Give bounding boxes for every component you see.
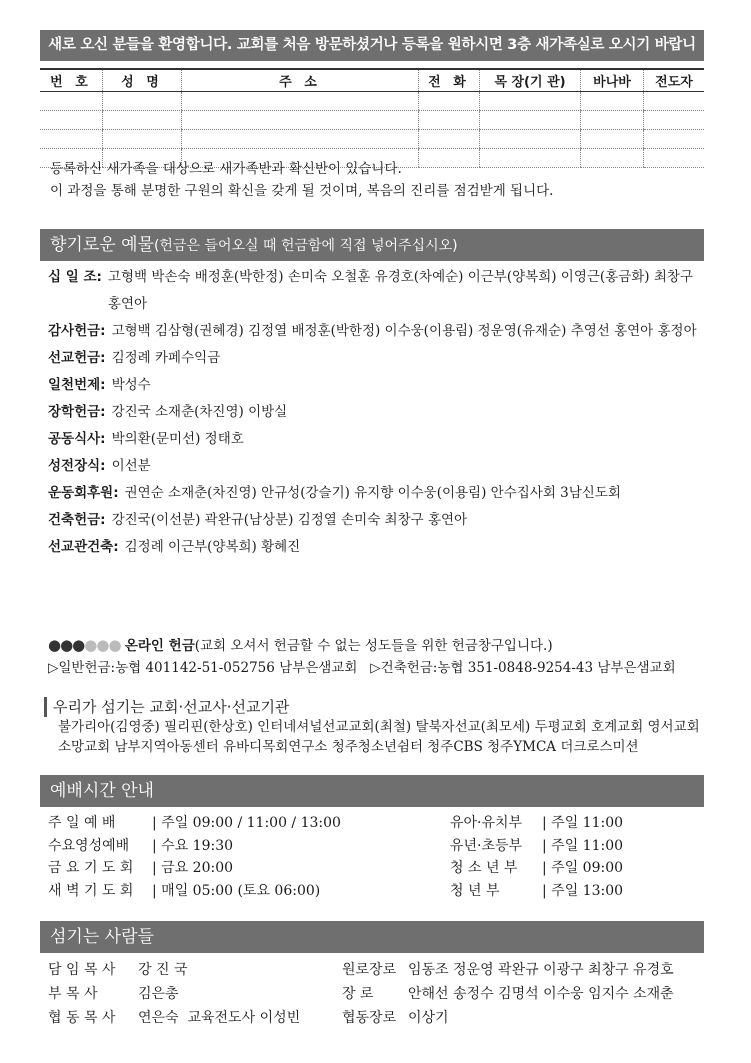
list-item (48, 372, 708, 399)
service-name: 수요영성예배 (48, 837, 130, 854)
schedule-right (450, 812, 623, 902)
offering-names: 박의환(문미선) 정태호 (111, 431, 244, 447)
header-name: 성 명 (103, 69, 182, 92)
service-name: 금 요 기 도 회 (48, 860, 134, 876)
list-item (48, 480, 708, 507)
offering-label: 선교관건축: (48, 539, 119, 555)
header-group: 목 장(기 관) (480, 69, 581, 92)
offering-names: 강진국(이선분) 곽완규(남상분) 김정열 손미숙 최창구 홍연아 (111, 512, 468, 528)
offering-subtitle: (헌금은 들어오실 때 헌금함에 직접 넣어주십시오) (153, 238, 458, 254)
service-name: 주 일 예 배 (48, 815, 116, 831)
offering-label: 일천번제: (48, 377, 106, 393)
list-item (48, 264, 708, 318)
names: 강 진 국 (138, 962, 188, 978)
list-item (48, 453, 708, 480)
building-account: ▷건축헌금:농협 351-0848-9254-43 남부은샘교회 (370, 660, 676, 676)
header-evangelist: 전도자 (644, 69, 705, 92)
names: 이상기 (408, 1010, 449, 1026)
serving-line: 불가리아(김영중) 필리핀(한상호) 인터네셔널선교교회(최철) 탈북자선교(최모세) 두평교회 호계교회 영서교회 (58, 719, 700, 735)
service-name: 청 년 부 (450, 882, 500, 899)
service-time: 주일 09:00 / 11:00 / 13:00 (161, 815, 341, 831)
schedule-header: 예배시간 안내 (40, 775, 704, 807)
role: 협 동 목 사 (48, 1010, 116, 1026)
offering-label: 성전장식: (48, 458, 106, 474)
offering-label: 십 일 조: (48, 269, 102, 285)
role: 부 목 사 (48, 986, 98, 1002)
role: 담 임 목 사 (48, 962, 116, 978)
role: 원로장로 (342, 962, 397, 978)
list-item (48, 426, 708, 453)
registration-notes (50, 158, 553, 202)
service-name: 청 소 년 부 (450, 860, 518, 876)
serving-line: 소망교회 남부지역아동센터 유바디목회연구소 청주청소년쉼터 청주CBS 청주YMCA 더크로스미션 (58, 739, 639, 755)
offering-label: 장학헌금: (48, 404, 106, 420)
offering-header (40, 229, 704, 261)
names: 안해선 송정수 김명석 이수웅 임지수 소재춘 (408, 986, 674, 1002)
list-item (342, 958, 674, 982)
note-line: 등록하신 새가족을 대상으로 새가족반과 확신반이 있습니다. (50, 161, 402, 177)
service-name: 유년·초등부 (450, 837, 523, 854)
role: 협동장로 (342, 1010, 397, 1026)
service-time: 금요 20:00 (161, 860, 234, 876)
registration-table (40, 68, 704, 168)
list-item (48, 534, 708, 561)
people-right (342, 958, 674, 1030)
online-title: 온라인 헌금 (124, 638, 195, 654)
list-item (48, 507, 708, 534)
service-name: 새 벽 기 도 회 (48, 882, 134, 899)
serving-section (44, 697, 700, 757)
service-time: 주일 09:00 (551, 860, 624, 876)
offering-label: 감사헌금: (48, 323, 106, 339)
list-item (48, 318, 708, 345)
list-item (48, 399, 708, 426)
offering-names: 김정례 이근부(양복희) 황혜진 (124, 539, 301, 555)
service-time: 주일 13:00 (551, 882, 624, 899)
offering-names: 권연순 소재춘(차진영) 안규성(강슬기) 유지향 이수웅(이용림) 안수집사회 3남신도회 (124, 485, 621, 501)
list-item: 금 요 기 도 회 | 금요 20:00 (48, 857, 341, 880)
offering-names: 고형백 박손숙 배정훈(박한정) 손미숙 오철훈 유경호(차예순) 이근부(양복희) 이영근(홍금화) 최창구 홍연아 (107, 269, 693, 312)
people-left (48, 958, 300, 1030)
online-subtitle: (교회 오셔서 헌금할 수 없는 성도들을 위한 헌금창구입니다.) (194, 638, 553, 654)
offering-names: 박성수 (111, 377, 151, 393)
service-time: 주일 11:00 (551, 815, 624, 831)
offering-names: 강진국 소재춘(차진영) 이방실 (111, 404, 288, 420)
role: 장 로 (342, 986, 374, 1002)
list-item (48, 1006, 300, 1030)
header-number: 번 호 (40, 69, 103, 92)
people-header: 섬기는 사람들 (40, 921, 704, 953)
names: 김은총 (138, 986, 179, 1002)
names: 이성빈 (259, 1010, 301, 1026)
offering-title: 향기로운 예물 (50, 235, 154, 255)
note-line: 이 과정을 통해 분명한 구원의 확신을 갖게 될 것이며, 복음의 진리를 점검받게 됩니다. (50, 183, 554, 199)
header-address: 주 소 (182, 69, 419, 92)
service-name: 유아·유치부 (450, 815, 523, 831)
serving-title: 우리가 섬기는 교회·선교사·선교기관 (44, 697, 700, 717)
list-item (48, 958, 300, 982)
offering-label: 운동회후원: (48, 485, 119, 501)
header-barnabas: 바나바 (581, 69, 644, 92)
list-item: 주 일 예 배 | 주일 09:00 / 11:00 / 13:00 (48, 812, 341, 835)
list-item: 유년·초등부 | 주일 11:00 (450, 835, 623, 858)
table-row (40, 92, 704, 111)
service-time: 수요 19:30 (161, 837, 234, 854)
online-accounts (48, 657, 676, 679)
role: 교육전도사 (187, 1010, 256, 1026)
list-item (48, 345, 708, 372)
general-account: ▷일반헌금:농협 401142-51-052756 남부은샘교회 (48, 660, 358, 676)
list-item: 청 소 년 부 | 주일 09:00 (450, 857, 623, 880)
offering-names: 고형백 김삼형(권혜경) 김정열 배정훈(박한정) 이수웅(이용림) 정운영(유재순) 추영선 홍연아 홍정아 (111, 323, 697, 339)
offering-label: 공동식사: (48, 431, 106, 447)
welcome-banner: 새로 오신 분들을 환영합니다. 교회를 처음 방문하셨거나 등록을 원하시면 3층 새가족실로 오시기 바랍니다. (40, 30, 704, 61)
offering-names: 이선분 (111, 458, 151, 474)
service-time: 주일 11:00 (551, 837, 624, 854)
offering-label: 건축헌금: (48, 512, 106, 528)
names: 연은숙 (138, 1010, 179, 1026)
table-row (40, 130, 704, 149)
offering-label: 선교헌금: (48, 350, 106, 366)
list-item: 새 벽 기 도 회 | 매일 05:00 (토요 06:00) (48, 880, 341, 903)
service-time: 매일 05:00 (토요 06:00) (161, 882, 321, 899)
registration-header-row (40, 69, 704, 92)
offering-list (48, 264, 708, 561)
header-phone: 전 화 (419, 69, 480, 92)
offering-names: 김정례 카페수익금 (111, 350, 221, 366)
list-item (48, 982, 300, 1006)
list-item (342, 982, 674, 1006)
list-item: 유아·유치부 | 주일 11:00 (450, 812, 623, 835)
list-item (342, 1006, 674, 1030)
list-item: 청 년 부 | 주일 13:00 (450, 880, 623, 903)
list-item: 수요영성예배 | 수요 19:30 (48, 835, 341, 858)
online-header (48, 634, 676, 657)
online-offering (48, 634, 676, 679)
names: 임동조 정운영 곽완규 이광구 최창구 유경호 (408, 962, 674, 978)
schedule-left (48, 812, 341, 902)
progress-dots-icon: ●●●●●● (48, 636, 121, 654)
table-row (40, 111, 704, 130)
